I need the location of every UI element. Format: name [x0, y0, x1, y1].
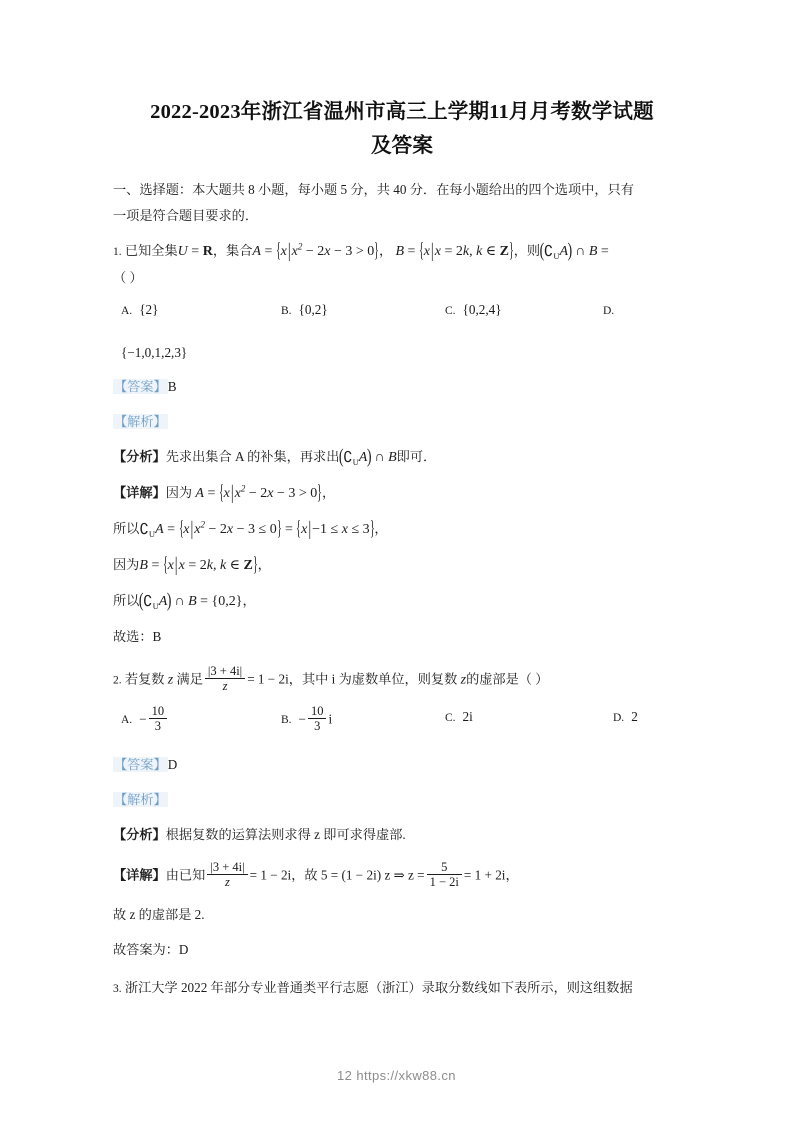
- math-set-a-def: $A = \{x|x^2 - 2x - 3 > 0\}$: [252, 240, 380, 263]
- question-2-analysis-tag-row: [113, 787, 691, 813]
- question-1-step-4: [113, 588, 691, 615]
- question-1-answer: [113, 374, 691, 400]
- question-2-line-2: 故 z 的虚部是 2.: [113, 906, 205, 922]
- q2-a-den: 3: [149, 718, 168, 733]
- xiangjie-tag: 【详解】: [113, 485, 166, 500]
- question-2-stem: [113, 664, 691, 694]
- option-a-label: A.: [121, 305, 133, 317]
- frac2-den: z: [207, 874, 247, 889]
- math-step-4: $(∁_UA)$ ∩ B = {0,2}: [138, 590, 243, 613]
- q2-a-num: 10: [151, 703, 165, 718]
- question-2-stem-3: = 1 − 2i，其中 i 为虚数单位，则复数: [247, 671, 458, 687]
- step-1-tail: ，: [322, 485, 336, 500]
- question-1-option-d[interactable]: [603, 297, 621, 324]
- q2-option-b-label: B.: [281, 714, 292, 727]
- step-3-lead: 因为: [113, 557, 140, 572]
- question-3-stem: [113, 975, 691, 1002]
- question-2-xiangjie: [113, 860, 691, 890]
- q2-option-d-label: D.: [613, 711, 625, 724]
- q2-b-den: 3: [308, 718, 327, 733]
- answer-value-2: D: [167, 756, 178, 772]
- q2-option-b-fraction: [308, 704, 327, 734]
- section-heading-line-1: 一、选择题：本大题共 8 小题，每小题 5 分，共 40 分．在每小题给出的四个选项中，只有: [113, 182, 634, 197]
- frac3-num: 5: [441, 859, 448, 874]
- step-4-lead: 所以: [113, 593, 140, 608]
- xiangjie-tag-2: 【详解】: [113, 867, 166, 883]
- q2-option-c-value: 2i: [462, 708, 473, 724]
- step-3-tail: ，: [257, 557, 271, 572]
- xiangjie-lead: 因为: [165, 485, 193, 500]
- question-2: [113, 664, 691, 963]
- option-a-value: {2}: [139, 302, 159, 317]
- page-title-line-1: 2022-2023年浙江省温州市高三上学期11月月考数学试题: [150, 101, 654, 123]
- math-step-2: $∁_UA = \{x|x^2 - 2x - 3 \le 0\} = \{x|-1 \le x \le 3\}$: [139, 518, 375, 541]
- math-frac-5-over-1-2i: [427, 860, 462, 890]
- option-b-value: {0,2}: [298, 302, 328, 317]
- question-3: [113, 975, 691, 1002]
- math-frac-abs-over-z: [205, 664, 245, 694]
- option-d-label: D.: [603, 305, 615, 317]
- question-1-option-a[interactable]: [121, 297, 158, 324]
- option-c-value: {0,2,4}: [462, 302, 502, 317]
- section-heading-line-2: 一项是符合题目要求的．: [113, 208, 259, 223]
- math-z-1: z: [167, 672, 174, 688]
- question-1-option-c[interactable]: [445, 297, 502, 324]
- question-2-answer: [113, 752, 691, 778]
- question-1-conclusion: 故选：B: [113, 629, 162, 644]
- question-1-stem-then: ，则: [513, 243, 541, 258]
- question-1-options: [113, 297, 691, 337]
- option-b-label: B.: [281, 305, 292, 317]
- question-2-options: [113, 704, 691, 738]
- fenxi-tag: 【分析】: [113, 449, 166, 464]
- answer-tag-2: 【答案】: [114, 756, 167, 772]
- fenxi-text-q2: 根据复数的运算法则求得 z 即可求得虚部.: [165, 826, 406, 842]
- q2-option-c-label: C.: [445, 711, 456, 724]
- q2-option-a-sign: −: [139, 711, 147, 727]
- question-2-stem-1: 若复数: [124, 671, 165, 687]
- option-c-label: C.: [445, 305, 456, 317]
- fenxi-tag-2: 【分析】: [113, 826, 166, 842]
- question-2-option-d[interactable]: [613, 704, 638, 731]
- fenxi-text-1: 先求出集合 A 的补集，再求出: [165, 449, 340, 464]
- frac3-den: 1 − 2i: [427, 874, 462, 889]
- question-2-stem-4: 的虚部是（ ）: [466, 671, 549, 687]
- question-2-option-a[interactable]: [121, 704, 169, 734]
- question-1-stem-mid: ，集合: [212, 243, 253, 258]
- frac-numerator: |3 + 4i|: [207, 664, 243, 678]
- question-2-stem-2: 满足: [176, 671, 203, 687]
- step-2-lead: 所以: [113, 521, 140, 536]
- question-3-number: 3.: [113, 982, 122, 995]
- xiangjie-tail: = 1 + 2i，: [463, 867, 519, 883]
- question-1-stem: 1. 已知全集U = R，集合$A = \{x|x^2 - 2x - 3 > 0\}$， B = {x|x = 2k, k ∈ Z}，则$(∁_UA)$ ∩ B =: [113, 240, 609, 263]
- q2-option-d-value: 2: [631, 708, 638, 724]
- question-1-step-2: [113, 516, 691, 543]
- analysis-tag-2: 【解析】: [114, 791, 167, 807]
- question-1-blank: （ ）: [113, 270, 143, 285]
- question-1-step-3: [113, 552, 691, 579]
- xiangjie-lead-2: 由已知: [165, 867, 206, 883]
- question-2-line-3: 故答案为：D: [113, 941, 189, 957]
- page-title: [113, 95, 691, 163]
- math-universal-set: U: [177, 244, 188, 259]
- analysis-tag: 【解析】: [114, 414, 167, 429]
- answer-value: B: [167, 379, 177, 394]
- frac2-num: |3 + 4i|: [210, 859, 245, 874]
- math-set-b-def: B = {x|x = 2k, k ∈ Z}: [395, 240, 514, 263]
- math-z-2: z: [460, 672, 467, 688]
- question-1-stem-prefix: 已知全集: [124, 243, 178, 258]
- math-step-3: B = {x|x = 2k, k ∈ Z}: [139, 554, 258, 577]
- math-complement-intersect: $(∁_UA)$ ∩ B =: [539, 240, 609, 263]
- q2-option-b-sign: −: [298, 711, 306, 727]
- frac-denominator: z: [205, 678, 245, 693]
- q2-option-a-label: A.: [121, 714, 133, 727]
- question-2-option-b[interactable]: [281, 704, 332, 734]
- question-2-number: 2.: [113, 674, 122, 687]
- math-frac-abs-over-z-2: [207, 860, 247, 890]
- question-1: [113, 238, 691, 650]
- question-1-step-1: [113, 480, 691, 507]
- page-title-line-2: 及答案: [370, 135, 434, 157]
- xiangjie-mid: = 1 − 2i，故 5 = (1 − 2i) z ⇒ z =: [249, 867, 425, 883]
- page-footer: 12 https://xkw88.cn: [337, 1068, 456, 1083]
- q2-b-num: 10: [310, 703, 324, 718]
- document-content: [113, 95, 691, 1006]
- question-1-analysis-tag-row: [113, 409, 691, 435]
- question-1-fenxi: [113, 444, 691, 471]
- fenxi-text-2: 即可．: [396, 449, 437, 464]
- question-1-number: 1.: [113, 246, 122, 258]
- question-1-option-b[interactable]: [281, 297, 328, 324]
- q2-b-suffix: i: [328, 711, 333, 727]
- answer-tag: 【答案】: [114, 379, 167, 394]
- question-2-fenxi: [113, 822, 691, 848]
- question-2-option-c[interactable]: [445, 704, 473, 731]
- math-step-1: $A = \{x|x^2 - 2x - 3 > 0\}$: [195, 482, 323, 505]
- question-3-stem-text: 浙江大学 2022 年部分专业普通类平行志愿（浙江）录取分数线如下表所示，则这组数据: [124, 979, 633, 995]
- step-2-tail: ，: [374, 521, 388, 536]
- question-1-option-d-wrapped: {−1,0,1,2,3}: [121, 345, 188, 360]
- math-complement-intersect-2: $(∁_UA)$ ∩ B: [338, 446, 397, 469]
- step-4-tail: ，: [242, 593, 256, 608]
- q2-option-a-fraction: [149, 704, 168, 734]
